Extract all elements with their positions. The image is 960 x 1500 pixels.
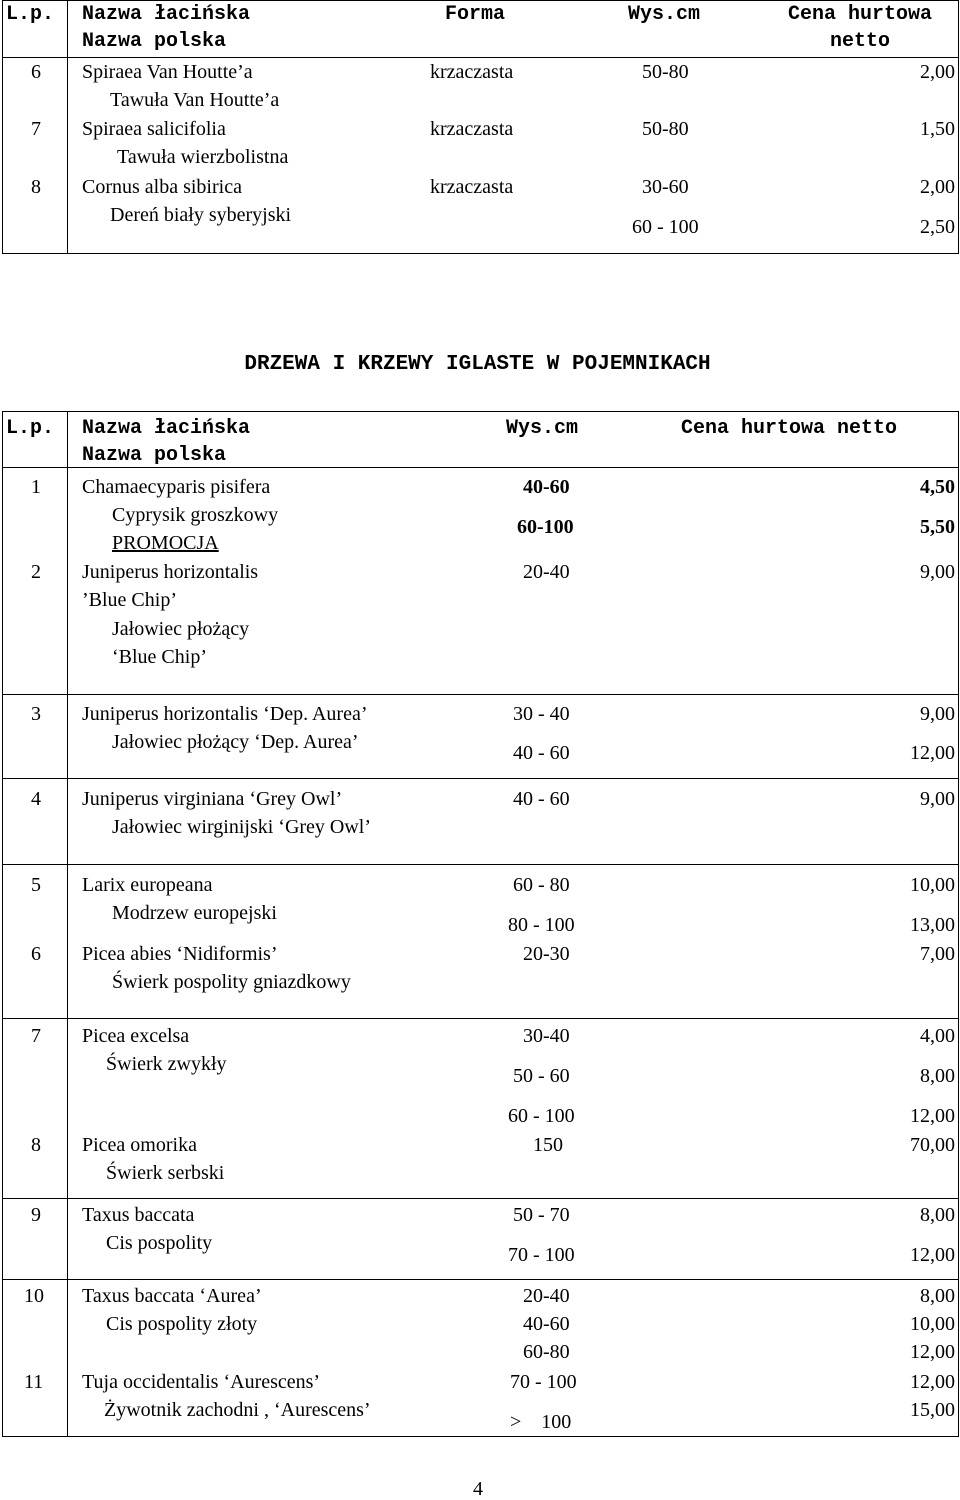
table-2-header-polish: Nazwa polska <box>82 444 227 467</box>
height-range: 150 <box>533 1134 563 1156</box>
latin-name: Taxus baccata <box>82 1204 195 1226</box>
table-1-header-form: Forma <box>445 3 506 26</box>
polish-name: Świerk pospolity gniazdkowy <box>112 971 351 993</box>
price: 70,00 <box>910 1134 955 1156</box>
polish-name: Jałowiec płożący <box>112 618 250 640</box>
table-1-header-price: Cena hurtowa <box>787 3 933 26</box>
table-row-lp: 11 <box>24 1371 44 1393</box>
row-divider <box>2 778 959 779</box>
price: 9,00 <box>920 561 955 583</box>
price: 12,00 <box>910 1371 955 1393</box>
plant-form: krzaczasta <box>430 61 514 83</box>
plant-form: krzaczasta <box>430 118 514 140</box>
price: 4,00 <box>920 1025 955 1047</box>
price: 2,00 <box>920 176 955 198</box>
polish-name: Jałowiec płożący ‘Dep. Aurea’ <box>112 731 359 753</box>
table-2-divider <box>67 411 68 1437</box>
price: 9,00 <box>920 703 955 725</box>
price: 8,00 <box>920 1285 955 1307</box>
height-range: 60 - 80 <box>513 874 570 896</box>
height-range: 30-40 <box>523 1025 570 1047</box>
cultivar-name: ’Blue Chip’ <box>82 589 177 611</box>
table-row-lp: 7 <box>31 1025 41 1047</box>
table-2-header-lp: L.p. <box>6 417 55 440</box>
table-row-lp: 6 <box>31 943 41 965</box>
polish-name: Świerk serbski <box>106 1162 225 1184</box>
row-divider <box>2 694 959 695</box>
polish-name: Tawuła Van Houtte’a <box>110 89 280 111</box>
height-range: 20-30 <box>523 943 570 965</box>
height-range: > 100 <box>510 1411 572 1433</box>
height-range: 60 - 100 <box>508 1105 575 1127</box>
price: 10,00 <box>910 874 955 896</box>
table-row-lp: 2 <box>31 561 41 583</box>
table-row-lp: 10 <box>24 1285 44 1307</box>
polish-name: Cis pospolity złoty <box>106 1313 258 1335</box>
height-range: 50 - 60 <box>513 1065 570 1087</box>
table-row-lp: 1 <box>31 476 41 498</box>
height-range: 50 - 70 <box>513 1204 570 1226</box>
table-row-lp: 3 <box>31 703 41 725</box>
price: 13,00 <box>910 914 955 936</box>
table-1-header-lp: L.p. <box>6 3 55 26</box>
latin-name: Tuja occidentalis ‘Aurescens’ <box>82 1371 321 1393</box>
height-range: 40-60 <box>523 1313 570 1335</box>
latin-name: Chamaecyparis pisifera <box>82 476 271 498</box>
table-row-lp: 4 <box>31 788 41 810</box>
table-2-header-height: Wys.cm <box>506 417 579 440</box>
price: 10,00 <box>910 1313 955 1335</box>
height-range: 60-80 <box>523 1341 570 1363</box>
table-row-lp: 9 <box>31 1204 41 1226</box>
polish-name: Dereń biały syberyjski <box>110 204 292 226</box>
polish-name: Żywotnik zachodni , ‘Aurescens’ <box>104 1399 371 1421</box>
price: 12,00 <box>910 1105 955 1127</box>
table-1-divider <box>67 0 68 254</box>
latin-name: Juniperus horizontalis <box>82 561 259 583</box>
polish-name: Cyprysik groszkowy <box>112 504 279 526</box>
promotion-label: PROMOCJA <box>112 532 219 554</box>
polish-name: Modrzew europejski <box>112 902 277 924</box>
table-row-lp: 5 <box>31 874 41 896</box>
height-range: 40-60 <box>523 476 570 498</box>
height-range: 20-40 <box>523 1285 570 1307</box>
page-number: 4 <box>473 1478 483 1500</box>
price: 8,00 <box>920 1065 955 1087</box>
price: 9,00 <box>920 788 955 810</box>
latin-name: Picea abies ‘Nidiformis’ <box>82 943 278 965</box>
height-range: 30-60 <box>642 176 689 198</box>
table-1-header-divider <box>2 57 959 58</box>
height-range: 70 - 100 <box>508 1244 575 1266</box>
polish-name: Jałowiec wirginijski ‘Grey Owl’ <box>112 816 372 838</box>
price: 1,50 <box>920 118 955 140</box>
height-range: 60 - 100 <box>632 216 699 238</box>
price: 12,00 <box>910 742 955 764</box>
polish-name: Tawuła wierzbolistna <box>117 146 289 168</box>
cultivar-name: ‘Blue Chip’ <box>112 646 207 668</box>
section-title: DRZEWA I KRZEWY IGLASTE W POJEMNIKACH <box>244 353 711 376</box>
latin-name: Spiraea Van Houtte’a <box>82 61 253 83</box>
price: 4,50 <box>920 476 955 498</box>
table-1-header-height: Wys.cm <box>628 3 701 26</box>
latin-name: Larix europeana <box>82 874 213 896</box>
price: 12,00 <box>910 1341 955 1363</box>
price: 5,50 <box>920 516 955 538</box>
height-range: 80 - 100 <box>508 914 575 936</box>
latin-name: Juniperus horizontalis ‘Dep. Aurea’ <box>82 703 368 725</box>
polish-name: Cis pospolity <box>106 1232 213 1254</box>
table-row-lp: 8 <box>31 1134 41 1156</box>
row-divider <box>2 864 959 865</box>
table-row-lp: 7 <box>31 118 41 140</box>
latin-name: Juniperus virginiana ‘Grey Owl’ <box>82 788 343 810</box>
row-divider <box>2 1198 959 1199</box>
height-range: 70 - 100 <box>510 1371 577 1393</box>
height-range: 20-40 <box>523 561 570 583</box>
plant-form: krzaczasta <box>430 176 514 198</box>
table-2-header-latin: Nazwa łacińska <box>82 417 251 440</box>
price: 15,00 <box>910 1399 955 1421</box>
polish-name: Świerk zwykły <box>106 1053 227 1075</box>
price: 12,00 <box>910 1244 955 1266</box>
height-range: 60-100 <box>517 516 574 538</box>
table-1-header-latin: Nazwa łacińska <box>82 3 251 26</box>
price: 8,00 <box>920 1204 955 1226</box>
table-row-lp: 6 <box>31 61 41 83</box>
price: 2,00 <box>920 61 955 83</box>
latin-name: Picea excelsa <box>82 1025 190 1047</box>
row-divider <box>2 1279 959 1280</box>
height-range: 50-80 <box>642 118 689 140</box>
latin-name: Cornus alba sibirica <box>82 176 242 198</box>
height-range: 40 - 60 <box>513 788 570 810</box>
price: 2,50 <box>920 216 955 238</box>
height-range: 50-80 <box>642 61 689 83</box>
row-divider <box>2 1018 959 1019</box>
table-2-header-divider <box>2 467 959 468</box>
latin-name: Spiraea salicifolia <box>82 118 226 140</box>
table-1-header-polish: Nazwa polska <box>82 30 227 53</box>
table-2-header-price: Cena hurtowa netto <box>681 417 898 440</box>
height-range: 30 - 40 <box>513 703 570 725</box>
height-range: 40 - 60 <box>513 742 570 764</box>
latin-name: Taxus baccata ‘Aurea’ <box>82 1285 262 1307</box>
price: 7,00 <box>920 943 955 965</box>
table-1-header-price-line2: netto <box>829 30 890 53</box>
latin-name: Picea omorika <box>82 1134 197 1156</box>
table-row-lp: 8 <box>31 176 41 198</box>
